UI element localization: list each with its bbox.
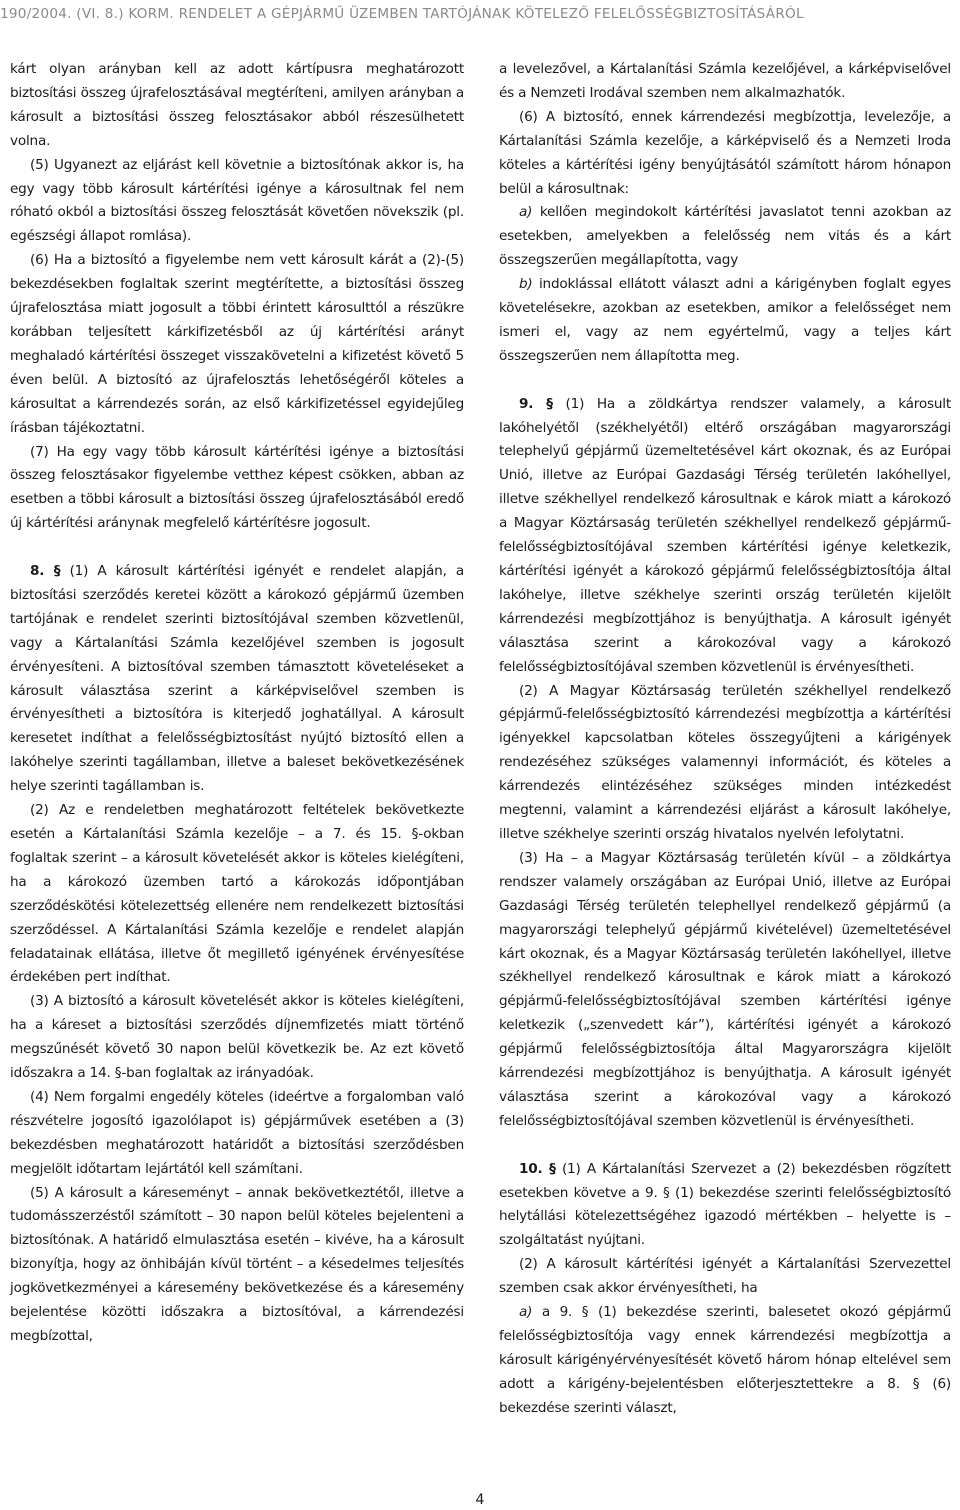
paragraph: (1) A Kártalanítási Szervezet a (2) bekezdésben rögzített esetekben követve a 9. § (1) bekezdése szerinti felelősségbiztosító helytállási kötelezettségéhez igazodó mértékben – helyette is – szolgáltatást nyújtani. [499,1160,951,1249]
section-9 [499,393,951,680]
paragraph: (2) Az e rendeletben meghatározott feltételek bekövetkezte esetén a Kártalanítási Számla kezelője – a 7. és 15. §-okban foglaltak szerint – a károsult követelését akkor is köteles kielégíteni, ha a károkozó üzemben tartó a károkozás időpontjában szerződéskötési kötelezettség ellenére nem rendelkezett biztosítási szerződéssel. A Kártalanítási Számla kezelője e rendelet alapján feladatainak ellátása, illetve őt megillető igényének érvényesítése érdekében pert indíthat. [10,802,464,986]
paragraph: (7) Ha egy vagy több károsult kártérítési igénye a biztosítási összeg felosztásakor figyelembe vetthez képest csökken, abban az esetben a többi károsult a biztosítási összeg újrafelosztásából eredő új kártérítési aránynak megfelelő kártérítésre jogosult. [10,443,464,532]
paragraph: (5) A károsult a káreseményt – annak bekövetkeztétől, illetve a tudomásszerzéstől számított – 30 napon belül köteles bejelenteni a biztosítónak. A határidő elmulasztása esetén – kivéve, ha a károsult bizonyítja, hogy az önhibáján kívül történt – a késedelmes teljesítés jogkövetkezményei a káresemény bekövetkezése és a káresemény bejelentése közötti időszakra a biztosítóval, a kárrendezési megbízottal, [10,1184,464,1345]
header-title: RENDELET A GÉPJÁRMŰ ÜZEMBEN TARTÓJÁNAK KÖTELEZŐ FELELŐSSÉGBIZTOSÍTÁSÁRÓL [178,6,804,22]
paragraph: a levelezővel, a Kártalanítási Számla kezelőjével, a kárképviselővel és a Nemzeti Irodával szemben nem alkalmazhatók. [499,61,951,101]
list-item-a [499,201,951,273]
paragraph: (2) A károsult kártérítési igényét a Kártalanítási Szervezettel szemben csak akkor érvényesítheti, ha [499,1256,951,1297]
item-text: kellően megindokolt kártérítési javaslatot tenni azokban az esetekben, amelyekben a felelősség nem vitás és a kárt összegszerűen megállapította, vagy [499,204,952,269]
left-column [10,58,464,1349]
paragraph: (3) Ha – a Magyar Köztársaság területén kívül – a zöldkártya rendszer valamely országában az Európai Unió, illetve az Európai Gazdasági Térség területén telephellyel rendelkező gépjármű (a magyarországi telephelyű gépjármű kivételével) üzemeltetésével kárt okoznak, és a Magyar Köztársaság területén lakóhellyel, illetve székhellyel rendelkező károsultnak e károk miatt a károkozó gépjármű-felelősségbiztosítójával szemben kártérítési igénye keletkezik („szenvedett kár”), kártérítési igényét a károkozó gépjármű felelősségbiztosítója által Magyarországra kijelölt kárrendezési megbízottjához is benyújthatja. A károsult igényét választása szerint a károkozóval vagy a károkozó felelősségbiztosítójával szemben közvetlenül is érvényesítheti. [499,849,951,1129]
section-number: 9. § [519,395,553,412]
paragraph: (6) A biztosító, ennek kárrendezési megbízottja, levelezője, a Kártalanítási Számla kezelője, a kárképviselő és a Nemzeti Iroda köteles a kártérítési igény benyújtásától számított három hónapon belül a károsultnak: [499,108,951,197]
paragraph: (6) Ha a biztosító a figyelembe nem vett károsult kárát a (2)-(5) bekezdésekben foglaltak szerint megtérítette, a biztosítási összeg újrafelosztása miatt jogosult a többi érintett károsulttól a részükre korábban teljesített kárkifizetésből az új kártérítési arányt meghaladó kártérítési összeget visszakövetelni a kifizetést követő 5 éven belül. A biztosító az újrafelosztás lehetőségéről köteles a károsultat a kárrendezés során, az első kárkifizetéssel egyidejűleg írásban tájékoztatni. [10,252,464,436]
paragraph: (1) A károsult kártérítési igényét e rendelet alapján, a biztosítási szerződés keretei között a károkozó gépjármű üzemben tartójának e rendelet szerinti biztosítójával szemben közvetlenül, vagy a Kártalanítási Számla kezelőjével szemben is jogosult érvényesíteni. A biztosítóval szemben támasztott követeléseket a károsult választása szerint a kárképviselővel szemben is érvényesítheti a biztosítóra is kiterjedő joghatállyal. A károsult keresetet indíthat a felelősségbiztosítást nyújtó biztosító ellen a lakóhelye szerinti tagállamban, illetve a baleset bekövetkezésének helye szerinti tagállamban is. [10,563,465,795]
list-item-b [499,273,951,369]
item-marker: a) [519,204,533,221]
section-10 [499,1158,951,1254]
paragraph: kárt olyan arányban kell az adott kártípusra meghatározott biztosítási összeg újrafelosztásával megtéríteni, amilyen arányban a károsult a biztosítási összeg felosztásakor abból részesülhetett volna. [10,61,464,149]
paragraph: (1) Ha a zöldkártya rendszer valamely, a károsult lakóhelyétől (székhelyétől) eltérő országában magyarországi telephelyű gépjármű üzemeltetésével kárt okoznak, és az Európai Unió, illetve az Európai Gazdasági Térség területén lakóhellyel, illetve székhellyel rendelkező károsultnak e károk miatt a károkozó a Magyar Köztársaság területén székhellyel rendelkező gépjármű-felelősségbiztosítójával szemben kártérítési igénye keletkezik, kártérítési igényét a károkozó gépjármű felelősségbiztosítója által lakóhelye, illetve székhelye szerinti ország területén kijelölt kárrendezési megbízottjához is benyújthatja. A károsult igényét választása szerint a károkozóval vagy a károkozó felelősségbiztosítójával szemben közvetlenül is érvényesítheti. [499,395,951,675]
item-marker: b) [519,276,533,293]
paragraph: (2) A Magyar Köztársaság területén székhellyel rendelkező gépjármű-felelősségbiztosító kárrendezési megbízottja a kártérítési igényekkel kapcsolatban köteles összegyűjteni a kárigények rendezéséhez szükséges valamennyi információt, és köteles a kárrendezés elintézéséhez szükséges minden intézkedést megtenni, valamint a kárrendezési eljárást a károsult lakóhelye, illetve székhelye szerinti ország hivatalos nyelvén lefolytatni. [499,682,951,842]
item-text: indoklással ellátott választ adni a kárigényben foglalt egyes követelésekre, azokban az esetekben, amikor a felelősséget nem ismeri el, vagy az nem egyértelmű, vagy a teljes kárt összegszerűen nem állapította meg. [499,276,951,364]
list-item-a [499,1301,951,1421]
section-8 [10,560,464,799]
paragraph: (5) Ugyanezt az eljárást kell követnie a biztosítónak akkor is, ha egy vagy több károsult kártérítési igénye a károsultnak fel nem róható okból a biztosítási összeg felosztását követően növekszik (pl. egészségi állapot romlása). [10,156,464,245]
running-header [0,6,960,22]
item-text: a 9. § (1) bekezdése szerinti, balesetet okozó gépjármű felelősségbiztosítója vagy ennek kárrendezési megbízottja a károsult kárigényérvényesítését követő három hónap eltelével sem adott a kárigény-bejelentésben előterjesztettekre a 8. § (6) bekezdése szerinti választ, [499,1304,951,1416]
item-marker: a) [519,1304,533,1321]
right-column [499,58,951,1421]
section-number: 8. § [30,563,61,580]
paragraph: (3) A biztosító a károsult követelését akkor is köteles kielégíteni, ha a káreset a biztosítási szerződés díjnemfizetés miatt történő megszűnését követő 30 napon belül következik be. Az ezt követő időszakra a 14. §-ban foglaltak az irányadóak. [10,993,464,1082]
section-number: 10. § [519,1160,556,1177]
paragraph: (4) Nem forgalmi engedély köteles (ideértve a forgalomban való részvételre jogosító igazolólapot is) gépjárművek esetében a (3) bekezdésben meghatározott határidőt a biztosítási szerződésben megjelölt időtartam lejártától kell számítani. [10,1088,464,1177]
page-number: 4 [475,1492,485,1508]
header-issue: 190/2004. (VI. 8.) KORM. [0,6,174,22]
